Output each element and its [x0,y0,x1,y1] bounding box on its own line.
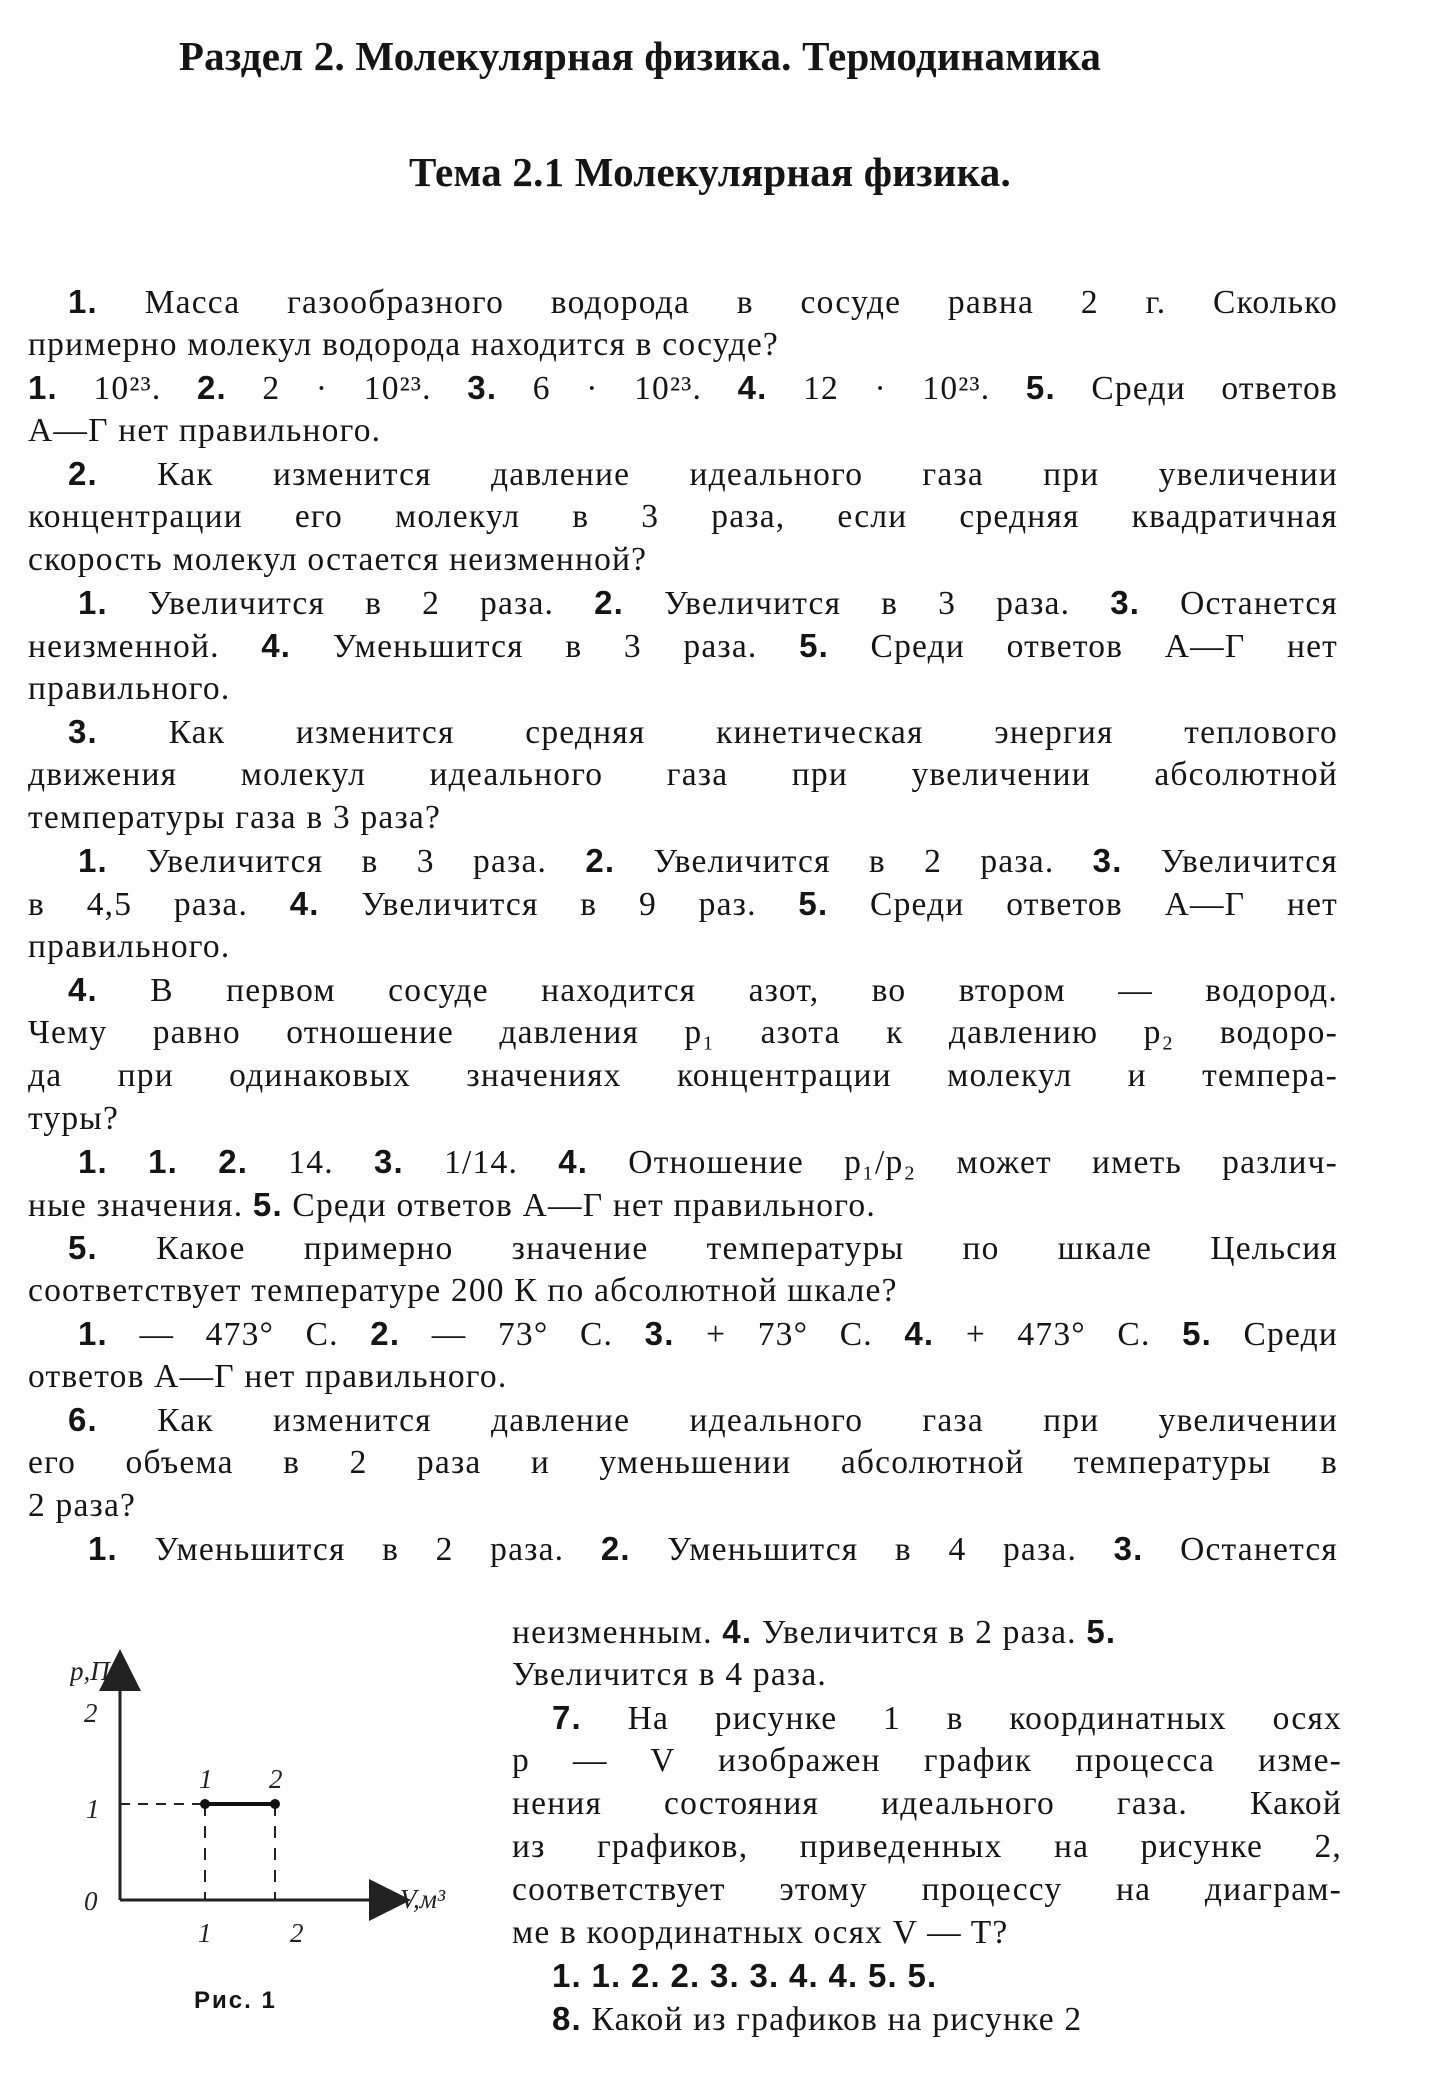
questions-block [28,280,1338,1570]
y-tick-2: 2 [84,1698,98,1728]
text-line: правильного. [28,928,231,965]
text-line: Увеличится в 4 раза. [512,1656,827,1693]
text-line: 5. Какое примерно значение температуры по шкале Цельсия [68,1229,1338,1267]
text-line: соответствует температуре 200 К по абсолютной шкале? [28,1272,898,1309]
text-line: Чему равно отношение давления p₁ азота к давлению p₂ водоро- [28,1014,1338,1051]
text-line: 1. 10²³. 2. 2 · 10²³. 3. 6 · 10²³. 4. 12 · 10²³. 5. Среди ответов [28,369,1338,407]
text-line: в 4,5 раза. 4. Увеличится в 9 раз. 5. Среди ответов А—Г нет [28,885,1338,923]
figure-1-pv-graph [70,1640,490,2020]
text-line: 1. 1. 2. 2. 3. 3. 4. 4. 5. 5. [552,1957,938,1994]
text-line: неизменным. 4. Увеличится в 2 раза. 5. [512,1613,1117,1651]
text-line: ответов А—Г нет правильного. [28,1358,508,1395]
text-line: 1. 1. 2. 14. 3. 1/14. 4. Отношение p₁/p₂ может иметь различ- [78,1143,1339,1181]
y-axis-label: p,Па [70,1656,124,1686]
y-tick-0: 0 [84,1886,98,1916]
text-line: ные значения. 5. Среди ответов А—Г нет правильного. [28,1186,876,1224]
text-line: 3. Как изменится средняя кинетическая энергия теплового [68,713,1338,751]
text-line: да при одинаковых значениях концентрации молекул и темпера- [28,1057,1338,1094]
state-point-label-1: 1 [199,1764,213,1794]
text-line: его объема в 2 раза и уменьшении абсолютной температуры в [28,1444,1338,1481]
x-tick-1: 1 [198,1918,212,1948]
x-tick-2: 2 [290,1918,304,1948]
section-title: Раздел 2. Молекулярная физика. Термодинамика [178,33,1102,79]
figure-caption: Рис. 1 [194,1987,277,2014]
question-7-column [512,1610,1342,2040]
text-line: 1. Уменьшится в 2 раза. 2. Уменьшится в 4 раза. 3. Останется [88,1530,1338,1568]
text-line: 1. Масса газообразного водорода в сосуде равна 2 г. Сколько [68,283,1338,321]
text-line: 1. Увеличится в 3 раза. 2. Увеличится в 2 раза. 3. Увеличится [78,842,1338,880]
text-line: А—Г нет правильного. [28,412,382,449]
state-point-2 [270,1799,280,1809]
text-line: скорость молекул остается неизменной? [28,541,648,578]
text-line: нения состояния идеального газа. Какой [512,1785,1342,1822]
text-line: соответствует этому процессу на диаграм- [512,1871,1342,1908]
text-line: p — V изображен график процесса изме- [512,1742,1342,1779]
text-line: 8. Какой из графиков на рисунке 2 [552,2000,1083,2038]
text-line: 4. В первом сосуде находится азот, во втором — водород. [68,971,1338,1009]
x-axis-label: V,м³ [400,1884,446,1914]
text-line: концентрации его молекул в 3 раза, если средняя квадратичная [28,498,1338,535]
text-line: ме в координатных осях V — T? [512,1914,1009,1951]
text-line: движения молекул идеального газа при увеличении абсолютной [28,756,1338,793]
text-line: примерно молекул водорода находится в сосуде? [28,326,779,363]
y-tick-1: 1 [86,1794,100,1824]
text-line: из графиков, приведенных на рисунке 2, [512,1828,1342,1865]
text-line: неизменной. 4. Уменьшится в 3 раза. 5. Среди ответов А—Г нет [28,627,1338,665]
text-line: 1. — 473° С. 2. — 73° С. 3. + 73° С. 4. + 473° С. 5. Среди [78,1315,1339,1353]
topic-title: Тема 2.1 Молекулярная физика. [409,149,1011,195]
state-point-1 [200,1799,210,1809]
text-line: 2 раза? [28,1487,137,1524]
text-line: правильного. [28,670,231,707]
state-point-label-2: 2 [269,1764,283,1794]
text-line: 1. Увеличится в 2 раза. 2. Увеличится в 3 раза. 3. Останется [78,584,1338,622]
text-line: туры? [28,1100,120,1137]
text-line: 7. На рисунке 1 в координатных осях [552,1699,1342,1737]
text-line: 6. Как изменится давление идеального газа при увеличении [68,1401,1338,1439]
text-line: 2. Как изменится давление идеального газа при увеличении [68,455,1338,493]
text-line: температуры газа в 3 раза? [28,799,442,836]
